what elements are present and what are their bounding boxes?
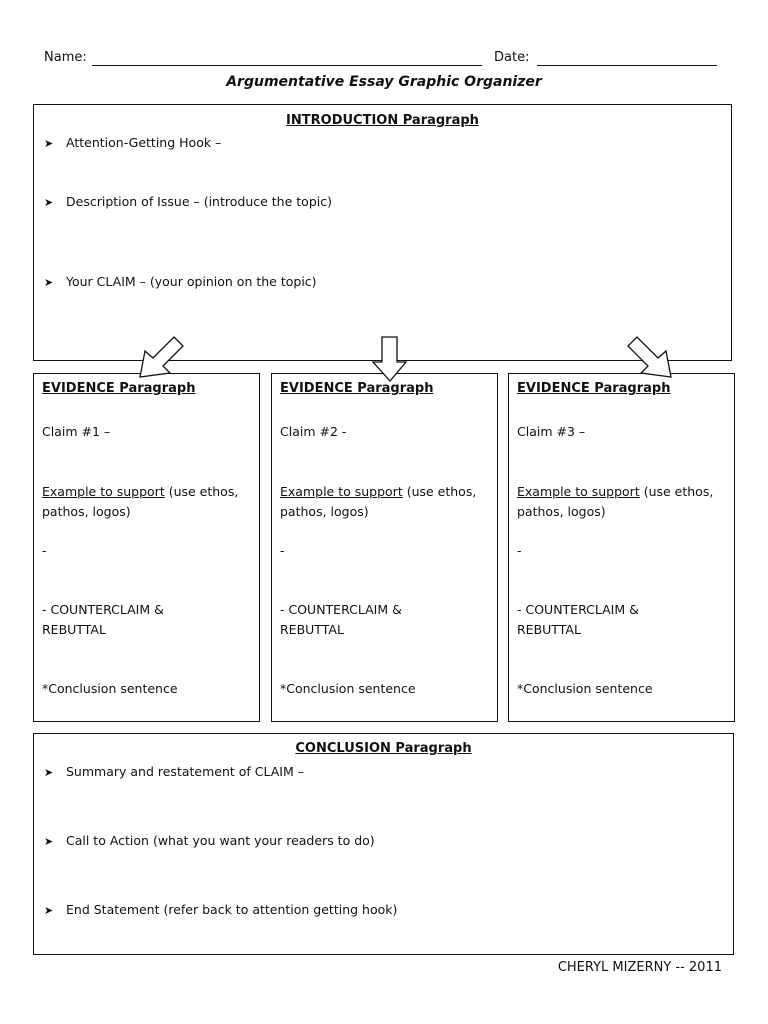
arrowhead-bullet-icon: ➤ — [44, 766, 54, 779]
conclusion-heading: CONCLUSION Paragraph — [295, 741, 472, 756]
example-rest: (use ethos, — [639, 484, 714, 499]
evidence-box-3 — [508, 373, 735, 722]
arrowhead-bullet-icon: ➤ — [44, 137, 54, 150]
arrowhead-bullet-icon: ➤ — [44, 196, 54, 209]
date-label: Date: — [494, 50, 530, 65]
intro-claim-item: Your CLAIM – (your opinion on the topic) — [66, 274, 317, 289]
evidence-claim: Claim #3 – — [517, 424, 586, 439]
evidence-dash: - — [42, 543, 47, 558]
evidence-example-line2: pathos, logos) — [42, 504, 131, 519]
example-label: Example to support — [517, 484, 640, 499]
arrowhead-bullet-icon: ➤ — [44, 835, 54, 848]
intro-issue-item: Description of Issue – (introduce the topic) — [66, 194, 332, 209]
evidence-claim: Claim #1 – — [42, 424, 111, 439]
arrowhead-bullet-icon: ➤ — [44, 276, 54, 289]
introduction-box — [33, 104, 732, 361]
conclusion-end-statement-item: End Statement (refer back to attention getting hook) — [66, 902, 398, 917]
evidence-example — [280, 482, 476, 502]
evidence-heading: EVIDENCE Paragraph — [280, 381, 434, 396]
conclusion-box — [33, 733, 734, 955]
example-label: Example to support — [280, 484, 403, 499]
intro-hook-item: Attention-Getting Hook – — [66, 135, 222, 150]
evidence-counterclaim: - COUNTERCLAIM & — [42, 602, 164, 617]
page-title: Argumentative Essay Graphic Organizer — [226, 74, 542, 90]
evidence-example — [42, 482, 238, 502]
evidence-box-1 — [33, 373, 260, 722]
evidence-conclusion: *Conclusion sentence — [280, 681, 416, 696]
evidence-example — [517, 482, 713, 502]
evidence-heading: EVIDENCE Paragraph — [42, 381, 196, 396]
evidence-conclusion: *Conclusion sentence — [517, 681, 653, 696]
evidence-counterclaim: - COUNTERCLAIM & — [280, 602, 402, 617]
footer-credit: CHERYL MIZERNY -- 2011 — [557, 960, 722, 975]
name-label: Name: — [44, 50, 87, 65]
date-field[interactable] — [537, 51, 717, 66]
conclusion-call-to-action-item: Call to Action (what you want your readers to do) — [66, 833, 375, 848]
evidence-rebuttal: REBUTTAL — [280, 622, 344, 637]
evidence-conclusion: *Conclusion sentence — [42, 681, 178, 696]
arrowhead-bullet-icon: ➤ — [44, 904, 54, 917]
example-label: Example to support — [42, 484, 165, 499]
evidence-rebuttal: REBUTTAL — [517, 622, 581, 637]
evidence-counterclaim: - COUNTERCLAIM & — [517, 602, 639, 617]
conclusion-summary-item: Summary and restatement of CLAIM – — [66, 764, 305, 779]
evidence-claim: Claim #2 - — [280, 424, 347, 439]
evidence-rebuttal: REBUTTAL — [42, 622, 106, 637]
introduction-heading: INTRODUCTION Paragraph — [286, 113, 479, 128]
example-rest: (use ethos, — [402, 484, 477, 499]
evidence-example-line2: pathos, logos) — [280, 504, 369, 519]
evidence-dash: - — [517, 543, 522, 558]
example-rest: (use ethos, — [164, 484, 239, 499]
evidence-heading: EVIDENCE Paragraph — [517, 381, 671, 396]
evidence-dash: - — [280, 543, 285, 558]
evidence-box-2 — [271, 373, 498, 722]
name-field[interactable] — [92, 51, 482, 66]
evidence-example-line2: pathos, logos) — [517, 504, 606, 519]
